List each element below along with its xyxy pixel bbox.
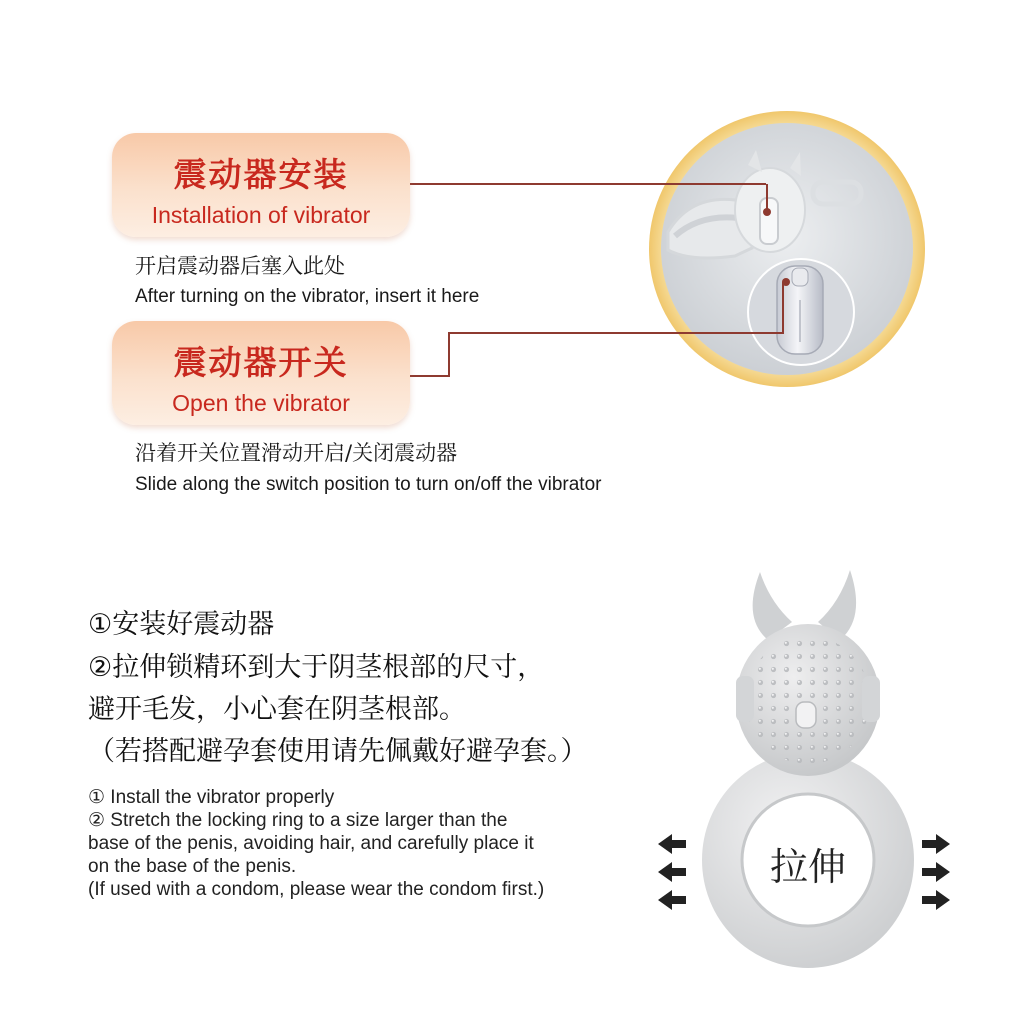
callout-desc-en: Slide along the switch position to turn on/off the vibrator [135, 474, 602, 495]
instruction-en-line: (If used with a condom, please wear the condom first.) [88, 879, 545, 900]
callout-title-en: Installation of vibrator [151, 202, 371, 228]
instruction-zh-line: （若搭配避孕套使用请先佩戴好避孕套。） [88, 736, 588, 767]
callout-title-zh: 震动器开关 [173, 343, 349, 382]
callout-switch [112, 321, 410, 425]
callout-title-zh: 震动器安装 [173, 155, 349, 194]
callout-title-en: Open the vibrator [172, 390, 350, 416]
callout-desc-zh: 开启震动器后塞入此处 [135, 254, 345, 278]
instruction-zh-line: ①安装好震动器 [88, 609, 275, 640]
stretch-arrows-right [922, 834, 950, 910]
stretch-arrows-left [658, 834, 686, 910]
stretch-label: 拉伸 [769, 845, 846, 889]
instructions-en [88, 786, 608, 901]
cock-ring-illustration [658, 570, 950, 968]
instruction-en-line: base of the penis, avoiding hair, and carefully place it [88, 833, 534, 854]
instruction-en-line: ② Stretch the locking ring to a size larger than the [88, 810, 508, 831]
callout-installation [112, 133, 410, 237]
instruction-en-line: on the base of the penis. [88, 856, 297, 877]
instruction-zh-line: 避开毛发，小心套在阴茎根部。 [88, 694, 466, 725]
callout-desc-zh: 沿着开关位置滑动开启/关闭震动器 [135, 441, 458, 465]
instruction-zh-line: ②拉伸锁精环到大于阴茎根部的尺寸， [88, 652, 545, 683]
instruction-en-line: ① Install the vibrator properly [88, 787, 335, 808]
product-photo-circle [649, 111, 925, 387]
callout-desc-en: After turning on the vibrator, insert it here [135, 286, 480, 307]
